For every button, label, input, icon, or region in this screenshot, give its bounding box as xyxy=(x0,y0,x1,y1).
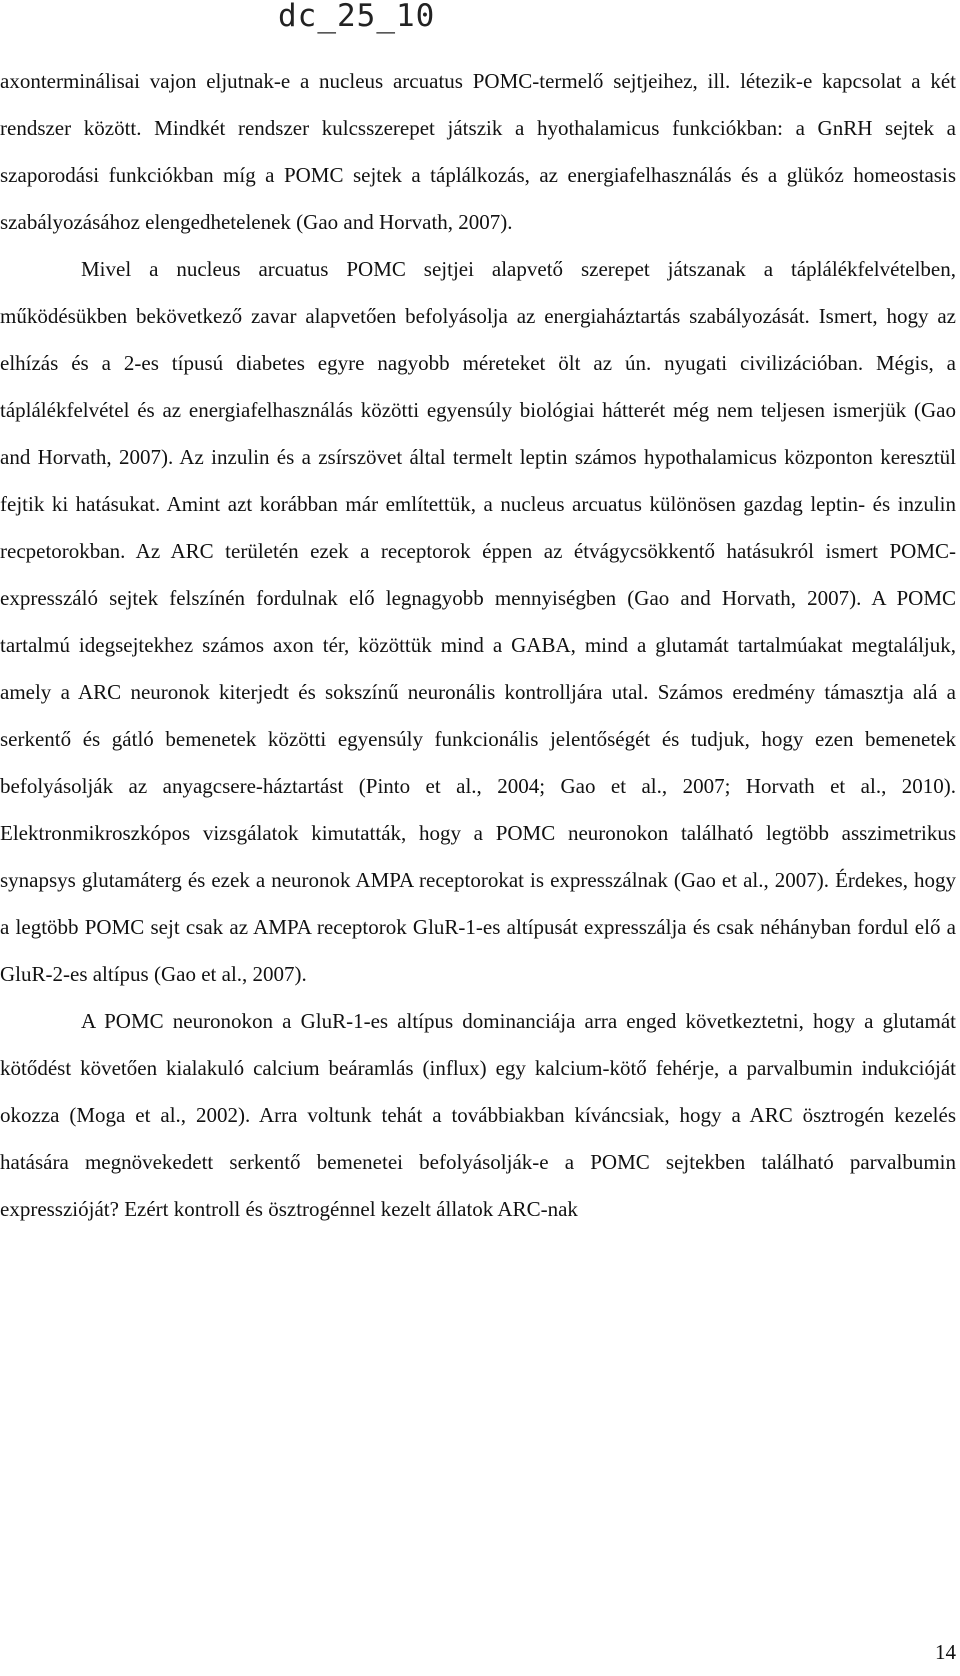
page-number: 14 xyxy=(935,1640,956,1664)
document-id: dc_25_10 xyxy=(278,0,436,34)
paragraph-continuation: axonterminálisai vajon eljutnak-e a nucleus arcuatus POMC-termelő sejtjeihez, ill. létezik-e kapcsolat a két rendszer között. Mindkét rendszer kulcsszerepet játszik a hyothalamicus funkciókban: a GnRH sejtek a szaporodási funkciókban míg a POMC sejtek a táplálkozás, az energiafelhasználás és a glükóz homeostasis szabályozásához elengedhetelenek (Gao and Horvath, 2007). xyxy=(0,69,956,234)
document-body xyxy=(0,58,956,1233)
paragraph-pomc-arcuatus: Mivel a nucleus arcuatus POMC sejtjei alapvető szerepet játszanak a táplálékfelvételben, működésükben bekövetkező zavar alapvetően befolyásolja az energiaháztartás szabályozását. Ismert, hogy az elhízás és a 2-es típusú diabetes egyre nagyobb méreteket ölt az ún. nyugati civilizációban. Mégis, a táplálékfelvétel és az energiafelhasználás közötti egyensúly biológiai hátterét még nem teljesen ismerjük (Gao and Horvath, 2007). Az inzulin és a zsírszövet által termelt leptin számos hypothalamicus központon keresztül fejtik ki hatásukat. Amint azt korábban már említettük, a nucleus arcuatus különösen gazdag leptin- és inzulin recpetorokban. Az ARC területén ezek a receptorok éppen az étvágycsökkentő hatásukról ismert POMC-expresszáló sejtek felszínén fordulnak elő legnagyobb mennyiségben (Gao and Horvath, 2007). A POMC tartalmú idegsejtekhez számos axon tér, közöttük mind a GABA, mind a glutamát tartalmúakat megtaláljuk, amely a ARC neuronok kiterjedt és sokszínű neuronális kontrolljára utal. Számos eredmény támasztja alá a serkentő és gátló bemenetek közötti egyensúly funkcionális jelentőségét és tudjuk, hogy ezen bemenetek befolyásolják az anyagcsere-háztartást (Pinto et al., 2004; Gao et al., 2007; Horvath et al., 2010). Elektronmikroszkópos vizsgálatok kimutatták, hogy a POMC neuronokon található legtöbb asszimetrikus synapsys glutamáterg és ezek a neuronok AMPA receptorokat is expresszálnak (Gao et al., 2007). Érdekes, hogy a legtöbb POMC sejt csak az AMPA receptorok GluR-1-es altípusát expresszálja és csak néhányban fordul elő a GluR-2-es altípus (Gao et al., 2007). xyxy=(0,257,956,986)
paragraph-glur1: A POMC neuronokon a GluR-1-es altípus dominanciája arra enged következtetni, hogy a glutamát kötődést követően kialakuló calcium beáramlás (influx) egy kalcium-kötő fehérje, a parvalbumin indukcióját okozza (Moga et al., 2002). Arra voltunk tehát a továbbiakban kíváncsiak, hogy a ARC ösztrogén kezelés hatására megnövekedett serkentő bemenetei befolyásolják-e a POMC sejtekben található parvalbumin expresszióját? Ezért kontroll és ösztrogénnel kezelt állatok ARC-nak xyxy=(0,1009,956,1221)
